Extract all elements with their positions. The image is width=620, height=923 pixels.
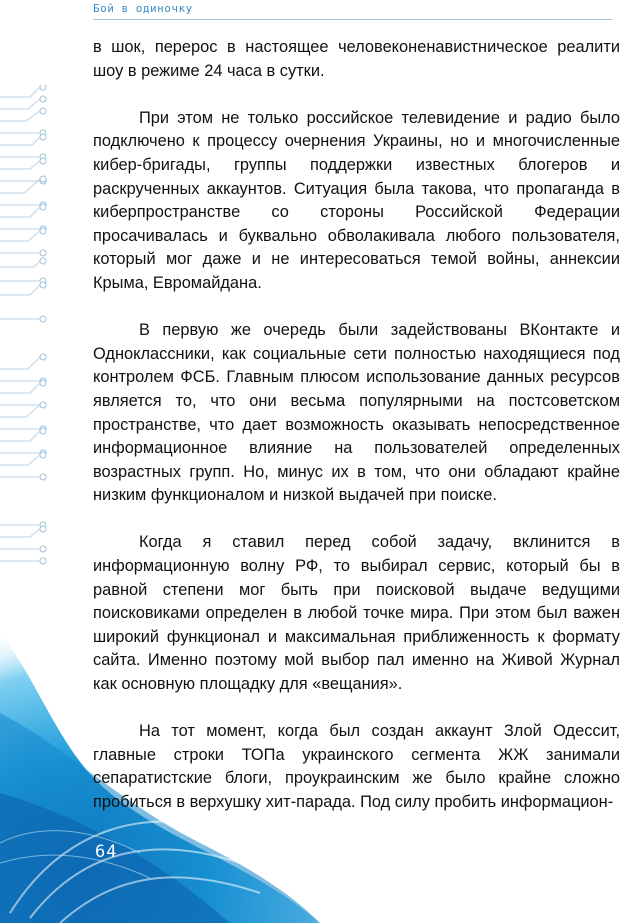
running-header: Бой в одиночку [93,2,193,15]
paragraph: На тот момент, когда был создан аккаунт Злой Одессит, главные строки ТОПа украинского сегмента ЖЖ занимали сепаратистские блоги, проукраинским же было крайне сложно пробиться в верхушку хит-парада. Под силу пробить информацион- [93,722,620,811]
paragraph: в шок, перерос в настоящее человеконенавистническое реалити шоу в режиме 24 часа в сутки. [93,38,620,80]
page-number: 64 [95,842,118,862]
body-text [93,36,620,838]
circuit-decoration [0,85,90,565]
paragraph: При этом не только российское телевидение и радио было подключено к процессу очернения Украины, но и многочисленные кибер-бригады, группы поддержки известных блогеров и раскрученных аккаунтов. Ситуация была такова, что пропаганда в киберпространстве со стороны Российской Федерации просачивалась и буквально обволакивала любого пользователя, который мог даже и не интересоваться темой войны, аннексии Крыма, Евромайдана. [93,108,620,292]
paragraph: В первую же очередь были задействованы ВКонтакте и Одноклассники, как социальные сети полностью находящиеся под контролем ФСБ. Главным плюсом использование данных ресурсов является то, что они весьма популярными на постсоветском пространстве, что дает возможность оказывать непосредственное информационное влияние на пользователей определенных возрастных групп. Но, минус их в том, что они обладают крайне низким функционалом и низкой выдачей при поиске. [93,321,620,505]
paragraph: Когда я ставил перед собой задачу, вклинится в информационную волну РФ, то выбирал сервис, который бы в равной степени мог быть при поисковой выдаче ведущими поисковиками определен в любой точке мира. При этом был важен широкий функционал и максимальная приближенность к формату сайта. Именно поэтому мой выбор пал именно на Живой Журнал как основную площадку для «вещания». [93,533,620,694]
header-rule [93,19,612,20]
